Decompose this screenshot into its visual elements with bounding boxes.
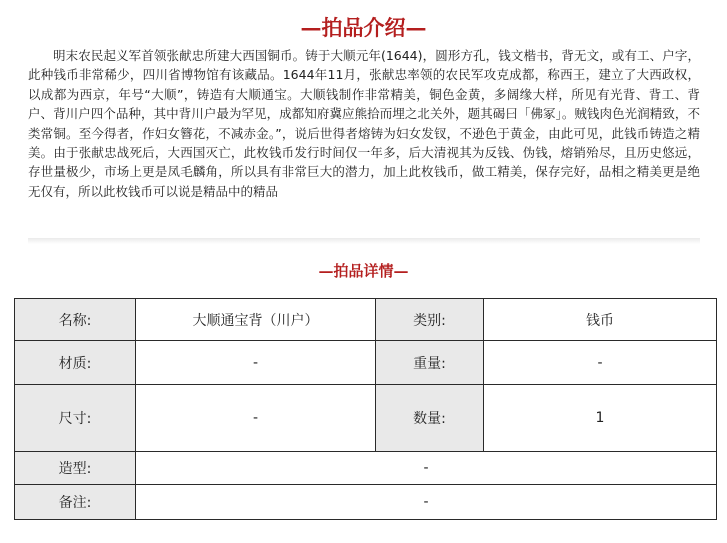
category-value: 钱币 xyxy=(484,299,717,341)
table-row xyxy=(15,341,717,385)
intro-title: —拍品介绍— xyxy=(300,15,427,40)
size-label: 尺寸: xyxy=(15,385,136,452)
weight-value: - xyxy=(484,341,717,385)
details-title: —拍品详情— xyxy=(318,262,409,280)
material-label: 材质: xyxy=(15,341,136,385)
category-label: 类别: xyxy=(376,299,484,341)
material-value: - xyxy=(136,341,376,385)
section-divider xyxy=(28,238,700,244)
name-label: 名称: xyxy=(15,299,136,341)
shape-label: 造型: xyxy=(15,452,136,485)
weight-label: 重量: xyxy=(376,341,484,385)
size-value: - xyxy=(136,385,376,452)
notes-label: 备注: xyxy=(15,485,136,520)
table-row xyxy=(15,452,717,485)
details-table xyxy=(14,298,717,520)
table-row xyxy=(15,385,717,452)
quantity-label: 数量: xyxy=(376,385,484,452)
intro-paragraph: 明末农民起义军首领张献忠所建大西国铜币。铸于大顺元年(1644)，圆形方孔，钱文楷书，背无文，或有工、户字，此种钱币非常稀少，四川省博物馆有该藏品。1644年11月，张献忠率领的农民军攻克成都，称西王，建立了大西政权，以成都为西京，年号“大顺”，铸造有大顺通宝。大顺钱制作非常精美，铜色金黄，多阔缘大样，所见有光背、背工、背户、背川户四个品种，其中背川户最为罕见，成都知府冀应熊拾而埋之北关外，题其碣曰「佛冢」。贼钱肉色光润精致，不类常铜。至今得者，作妇女簪花，不减赤金。”，说后世得者熔铸为妇女发钗，不逊色于黄金，由此可见，此钱币铸造之精美。由于张献忠战死后，大西国灭亡，此枚钱币发行时间仅一年多，后大清视其为反钱、伪钱，熔销殆尽，且历史悠远，存世量极少，市场上更是凤毛麟角，所以具有非常巨大的潜力，加上此枚钱币，做工精美，保存完好，品相之精美更是绝无仅有，所以此枚钱币可以说是精品中的精品 xyxy=(28,48,700,199)
shape-value: - xyxy=(136,452,717,485)
name-value: 大顺通宝背（川户） xyxy=(136,299,376,341)
table-row xyxy=(15,299,717,341)
notes-value: - xyxy=(136,485,717,520)
quantity-value: 1 xyxy=(484,385,717,452)
table-row xyxy=(15,485,717,520)
